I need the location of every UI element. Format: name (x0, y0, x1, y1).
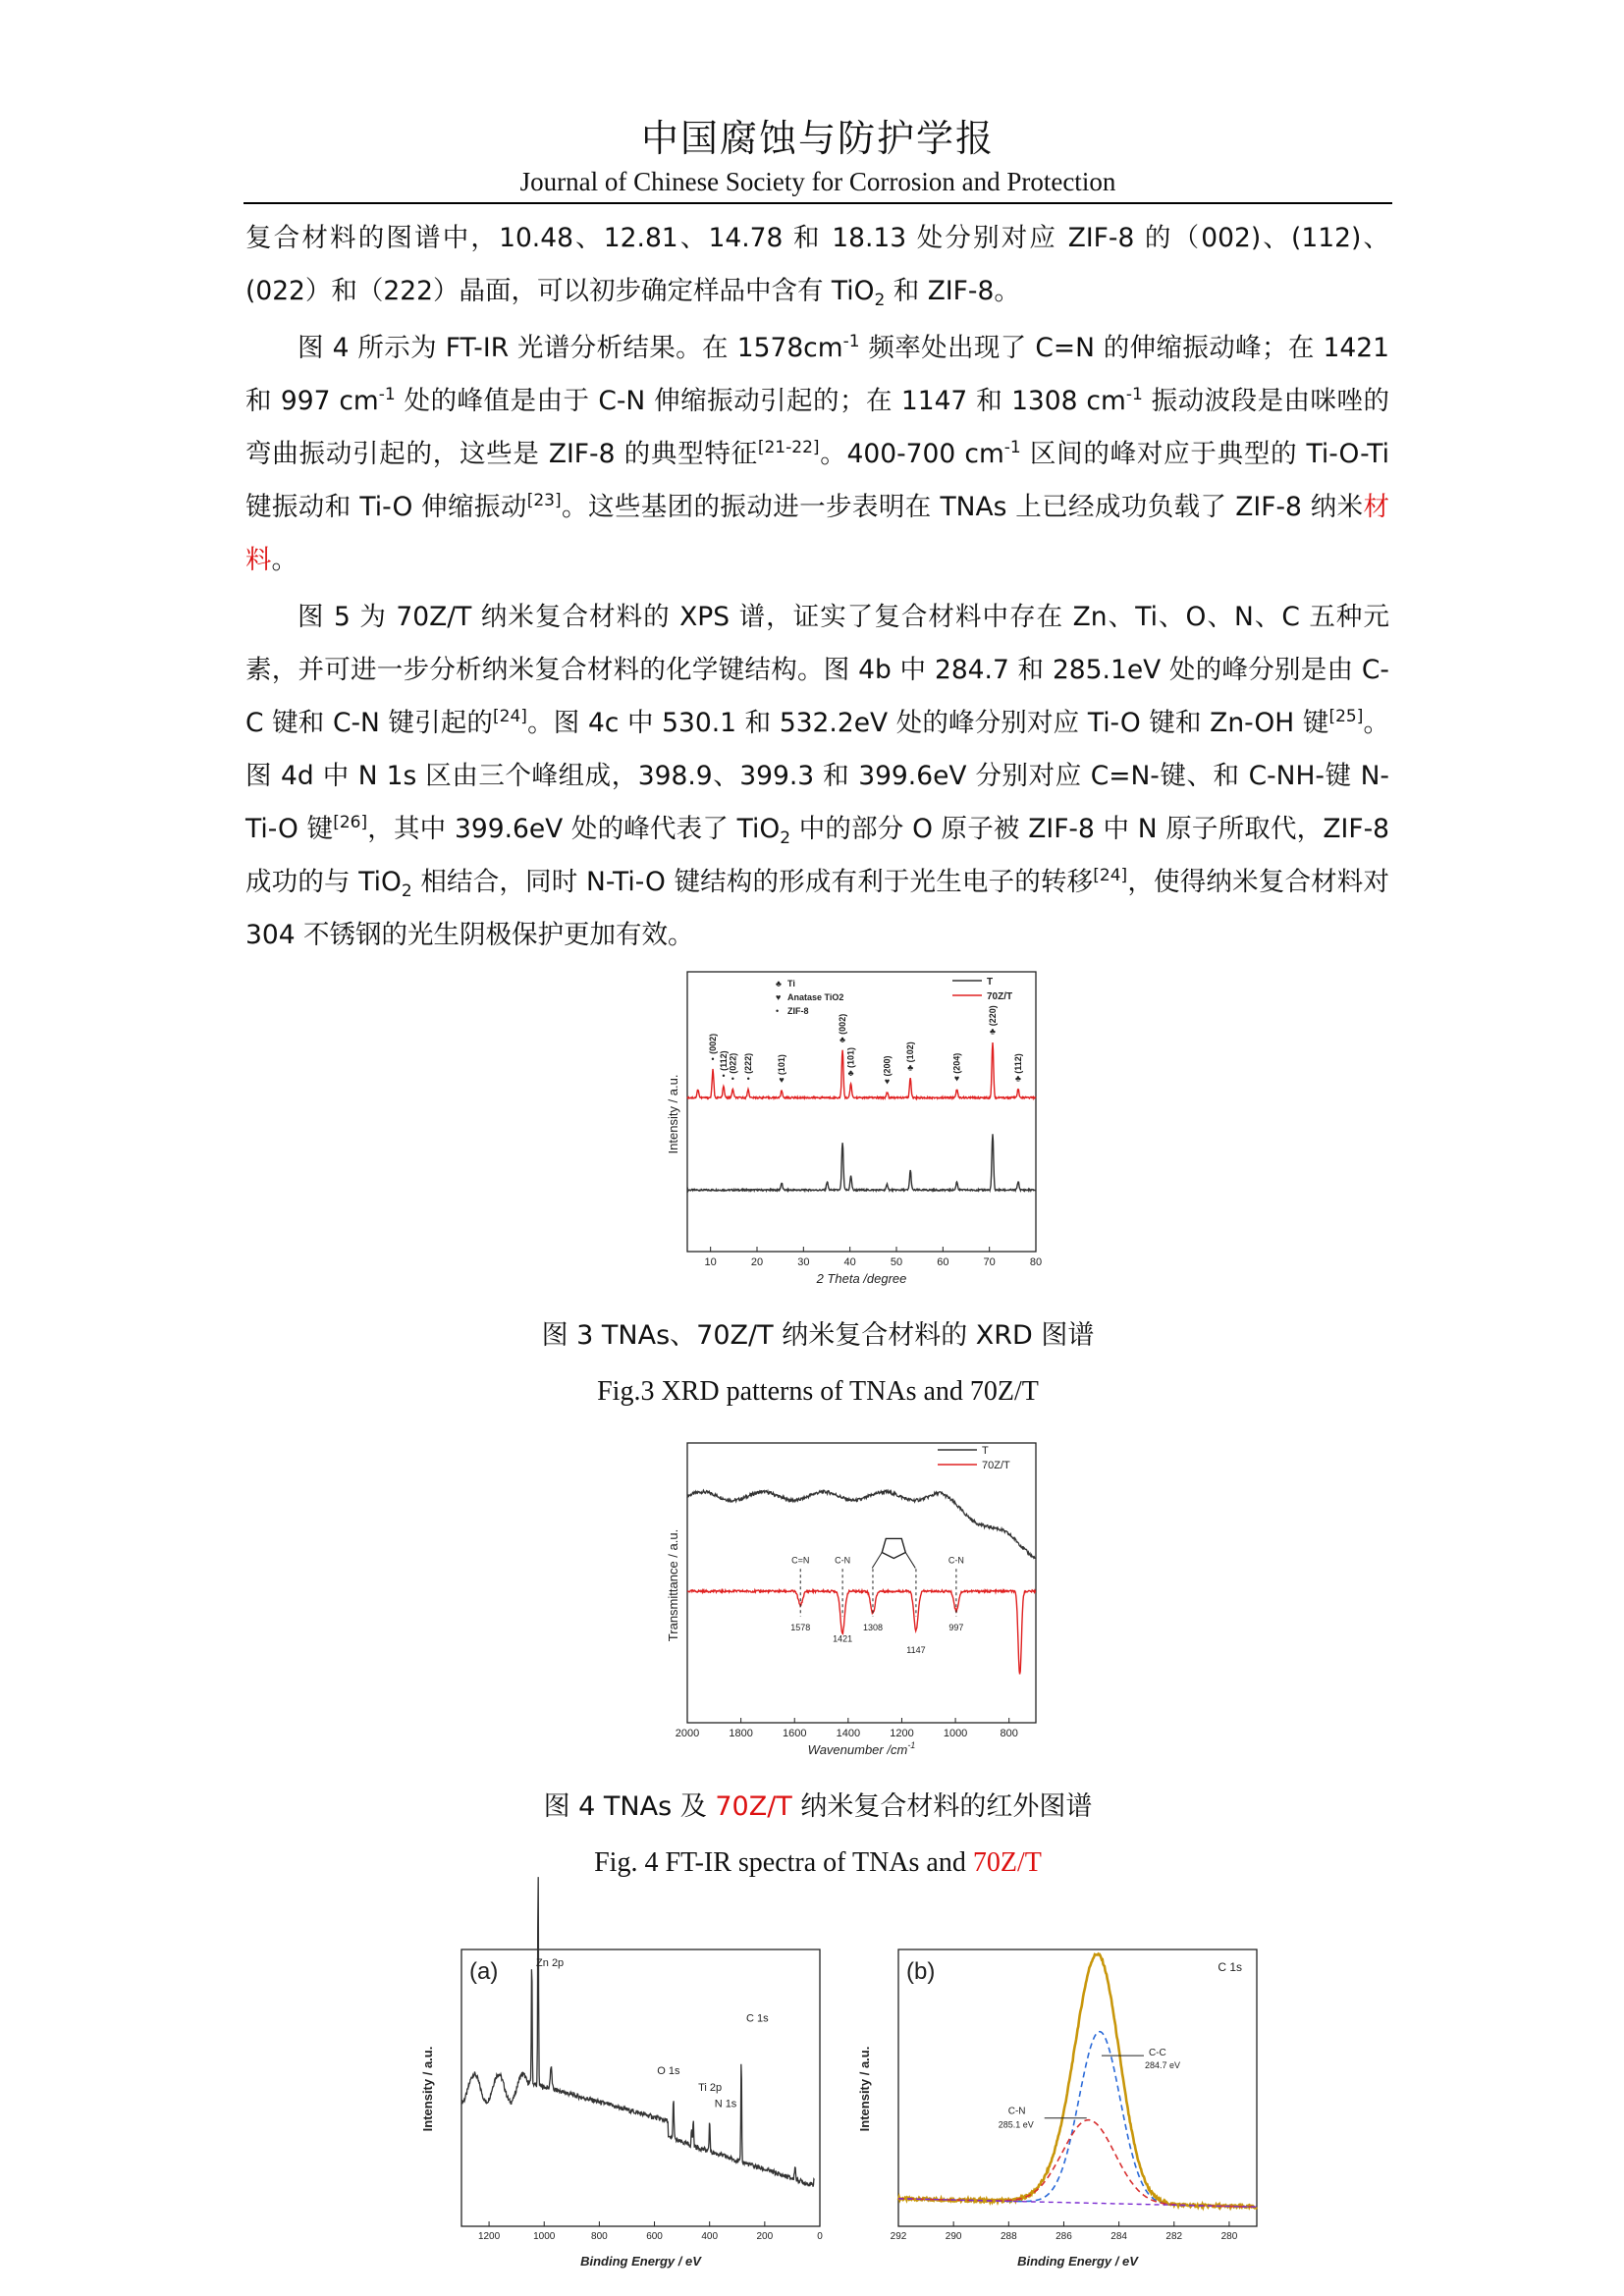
marker-legend-label: Anatase TiO2 (787, 992, 844, 1002)
x-tick-label: 1600 (782, 1728, 807, 1739)
x-tick-label: 1000 (533, 2231, 556, 2242)
x-tick-label: 60 (937, 1256, 949, 1268)
xrd-chart (643, 967, 1056, 1291)
peak-marker: ♣ (839, 1034, 846, 1044)
peak-bond-label: C-N (835, 1555, 851, 1566)
peak-label: (222) (743, 1052, 754, 1074)
figure-3-caption-en: Fig.3 XRD patterns of TNAs and 70Z/T (597, 1376, 1039, 1407)
x-tick-label: 290 (945, 2231, 962, 2242)
x-tick-label: 292 (890, 2231, 907, 2242)
x-tick-label: 200 (756, 2231, 774, 2242)
peak-marker: • (731, 1073, 734, 1084)
peak-marker: • (722, 1070, 726, 1081)
peak-label: (112) (718, 1050, 729, 1071)
x-tick-label: 20 (750, 1256, 764, 1268)
citation: [24] (1093, 866, 1128, 885)
peak-label: N 1s (714, 2098, 737, 2110)
series-line-70z-t (687, 1042, 1036, 1098)
peak-value-label: 997 (948, 1622, 964, 1632)
peak-bond-label: C-N (947, 1555, 964, 1566)
x-tick-label: 10 (704, 1256, 717, 1268)
series-line-survey (461, 1877, 814, 2187)
x-axis-label: Wavenumber $/cm^{-1}$ (807, 1740, 916, 1757)
page-header (244, 116, 1392, 198)
imidazole-bond (905, 1552, 915, 1568)
peak-marker: • (746, 1073, 750, 1084)
citation: [24] (493, 707, 527, 726)
marker-legend-symbol: ♣ (776, 979, 782, 988)
peak-label: (022) (728, 1052, 738, 1074)
peak-marker: ♣ (1015, 1073, 1021, 1084)
peak-label: (101) (777, 1054, 787, 1076)
legend-label: T (987, 977, 994, 988)
x-tick-label: 30 (797, 1256, 810, 1268)
marker-legend-symbol: • (776, 1006, 780, 1016)
panel-label: (a) (469, 1958, 499, 1985)
series-line-raw (898, 1954, 1257, 2209)
plot-frame (687, 1443, 1036, 1723)
x-tick-label: 50 (890, 1256, 903, 1268)
x-tick-label: 282 (1165, 2231, 1183, 2242)
x-tick-label: 284 (1110, 2231, 1127, 2242)
legend-label: T (982, 1445, 989, 1457)
series-line-t (687, 1490, 1036, 1558)
citation: [23] (526, 491, 562, 510)
plot-frame (461, 1949, 820, 2226)
x-tick-label: 40 (843, 1256, 856, 1268)
peak-marker: ♣ (907, 1062, 914, 1073)
series-line-c-c-fit (898, 2032, 1257, 2208)
panel-label: (b) (906, 1958, 936, 1985)
marker-legend-label: Ti (787, 979, 795, 988)
panel-title: C 1s (1218, 1960, 1242, 1974)
x-tick-label: 280 (1220, 2231, 1238, 2242)
peak-marker: ♣ (990, 1026, 996, 1037)
series-line-70z-t (687, 1590, 1036, 1675)
x-tick-label: 70 (983, 1256, 996, 1268)
journal-title-en: Journal of Chinese Society for Corrosion and Protection (519, 167, 1116, 196)
peak-marker: ♥ (953, 1073, 960, 1084)
peak-value-label: 1421 (833, 1633, 853, 1644)
peak-label: C-N (1007, 2106, 1026, 2117)
x-axis-label: 2 Theta /degree (816, 1271, 907, 1286)
peak-label: (002) (707, 1033, 718, 1054)
y-axis-label: Intensity / a.u. (420, 2046, 435, 2132)
x-tick-label: 1200 (890, 1728, 914, 1739)
y-axis-label: Intensity / a.u. (857, 2046, 872, 2132)
peak-value-label: 1147 (906, 1644, 926, 1655)
figure-4-caption-en: Fig. 4 FT-IR spectra of TNAs and 70Z/T (594, 1847, 1042, 1878)
ftir-chart (643, 1438, 1056, 1762)
peak-value-label: 284.7 eV (1144, 2060, 1180, 2071)
plot-frame (898, 1949, 1257, 2226)
x-tick-label: 800 (1000, 1728, 1018, 1739)
peak-label: (002) (838, 1013, 848, 1035)
x-axis-label: Binding Energy / eV (580, 2254, 701, 2269)
xps-c1s-chart (849, 1942, 1272, 2275)
x-tick-label: 1800 (729, 1728, 753, 1739)
x-tick-label: 400 (701, 2231, 719, 2242)
paragraph-2: 图 4 所示为 FT-IR 光谱分析结果。在 $1578cm^{-1}$ 频率处出现了 C=N 的伸缩振动峰；在 1421 和 997 $cm^{-1}$ 处的峰值是由于 C-N 伸缩振动引起的；在 1147 和 1308 $cm^{-1}$ 振动波段是由咪唑的弯曲振动引起的，这些是 ZIF-8 的典型特征[21-22]。400-700 $cm^{-1}$ 区间的峰对应于典型的 Ti-O-Ti 键振动和 Ti-O 伸缩振动[23]。这些基团的振动进一步表明在 TNAs 上已经成功负载了 ZIF-8 纳米材料。 (245, 332, 1390, 575)
peak-label: (200) (882, 1055, 893, 1077)
x-tick-label: 286 (1056, 2231, 1072, 2242)
peak-label: C 1s (745, 2012, 769, 2025)
citation: [26] (333, 813, 368, 832)
plot-frame (687, 972, 1036, 1252)
peak-value-label: 285.1 eV (998, 2119, 1034, 2130)
peak-value-label: 1578 (790, 1622, 811, 1632)
citation: [21-22] (757, 438, 820, 457)
paragraph-1: 复合材料的图谱中，10.48、12.81、14.78 和 18.13 处分别对应 ZIF-8 的（002)、(112)、(022）和（222）晶面，可以初步确定样品中含有 TiO$_2$ 和 ZIF-8。 (245, 223, 1389, 310)
x-tick-label: 0 (817, 2231, 823, 2242)
x-tick-label: 1200 (477, 2231, 501, 2242)
peak-label: Zn 2p (536, 1956, 565, 1969)
marker-legend-symbol: ♥ (776, 992, 782, 1002)
paragraph-3: 图 5 为 70Z/T 纳米复合材料的 XPS 谱，证实了复合材料中存在 Zn、Ti、O、N、C 五种元素，并可进一步分析纳米复合材料的化学键结构。图 4b 中 284.7 和 285.1eV 处的峰分别是由 C-C 键和 C-N 键引起的[24]。图 4c 中 530.1 和 532.2eV 处的峰分别对应 Ti-O 键和 Zn-OH 键[25]。图 4d 中 N 1s 区由三个峰组成，398.9、399.3 和 399.6eV 分别对应 C=N-键、和 C-NH-键 N-Ti-O 键[26]，其中 399.6eV 处的峰代表了 TiO$_2$ 中的部分 O 原子被 ZIF-8 中 N 原子所取代，ZIF-8 成功的与 TiO$_2$ 相结合，同时 N-Ti-O 键结构的形成有利于光生电子的转移[24]，使得纳米复合材料对 304 不锈钢的光生阴极保护更加有效。 (245, 602, 1389, 950)
peak-marker: ♥ (884, 1076, 891, 1087)
legend-label: 70Z/T (982, 1460, 1010, 1471)
peak-label: (101) (845, 1046, 856, 1068)
peak-marker: ♥ (779, 1075, 785, 1086)
peak-label: (204) (951, 1052, 962, 1074)
citation: [25] (1328, 707, 1364, 726)
peak-label: C-C (1148, 2048, 1166, 2059)
figure-4-caption-zh: 图 4 TNAs 及 70Z/T 纳米复合材料的红外图谱 (543, 1791, 1093, 1822)
header-divider (244, 202, 1392, 204)
x-tick-label: 80 (1029, 1256, 1043, 1268)
y-axis-label: Transmittance / a.u. (666, 1528, 680, 1642)
imidazole-ring (882, 1538, 905, 1558)
peak-marker: • (711, 1053, 715, 1064)
body-text (245, 212, 1389, 966)
x-tick-label: 1400 (836, 1728, 861, 1739)
marker-legend-label: ZIF-8 (787, 1006, 809, 1016)
peak-bond-label: C=N (791, 1555, 810, 1566)
x-tick-label: 288 (1000, 2231, 1017, 2242)
peak-label: (220) (987, 1005, 998, 1027)
peak-marker: ♣ (847, 1068, 854, 1078)
peak-value-label: 1308 (862, 1622, 883, 1632)
series-line-t (687, 1134, 1036, 1191)
peak-label: O 1s (657, 2064, 680, 2077)
x-axis-label: Binding Energy / eV (1017, 2254, 1138, 2269)
peak-label: Ti 2p (698, 2081, 723, 2094)
x-tick-label: 800 (591, 2231, 608, 2242)
x-tick-label: 2000 (675, 1728, 700, 1739)
imidazole-bond (872, 1552, 882, 1568)
y-axis-label: Intensity / a.u. (666, 1074, 680, 1154)
x-tick-label: 600 (646, 2231, 663, 2242)
x-tick-label: 1000 (943, 1728, 968, 1739)
series-line-c-n-fit (898, 2120, 1257, 2208)
figure-3-caption-zh: 图 3 TNAs、70Z/T 纳米复合材料的 XRD 图谱 (541, 1320, 1095, 1351)
xps-survey-chart (412, 1942, 835, 2275)
peak-label: (102) (905, 1041, 916, 1063)
legend-label: 70Z/T (987, 991, 1013, 1002)
peak-label: (112) (1013, 1053, 1024, 1074)
journal-title-zh: 中国腐蚀与防护学报 (640, 117, 995, 160)
